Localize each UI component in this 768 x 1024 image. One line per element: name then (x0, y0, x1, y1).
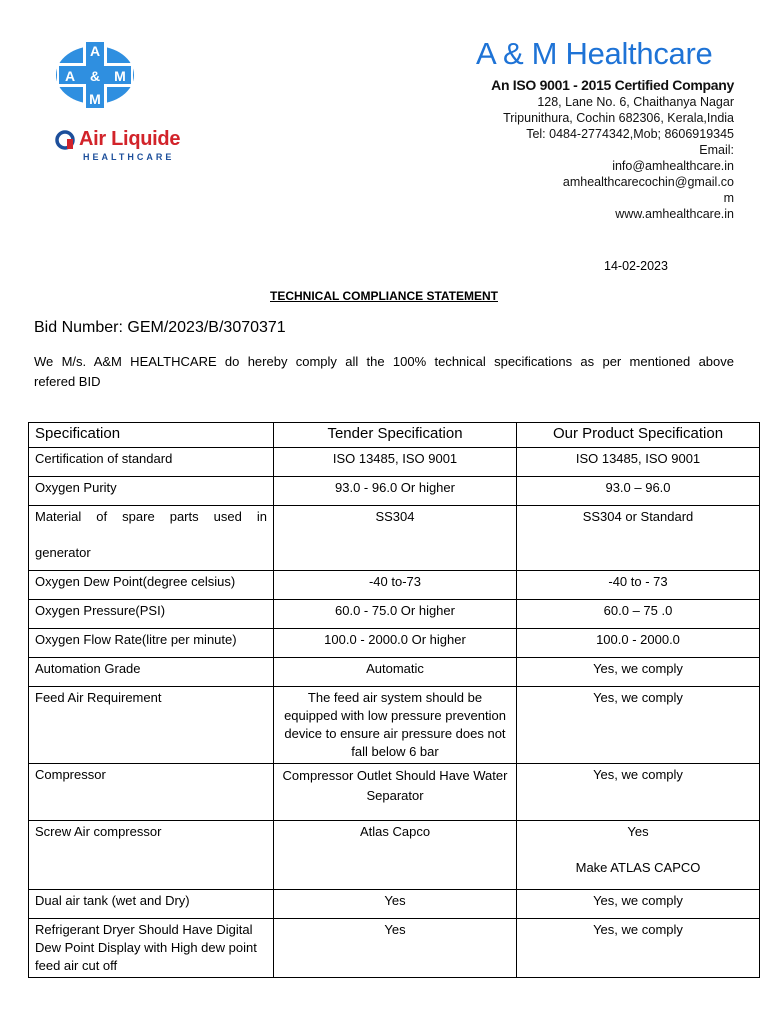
tender-cell: The feed air system should be equipped with low pressure prevention device to ensure air pressure does not fall below 6 bar (274, 687, 517, 764)
spec-cell: Feed Air Requirement (29, 687, 274, 764)
declaration-line-1: We M/s. A&M HEALTHCARE do hereby comply all the 100% technical specifications as per mentioned above (34, 354, 734, 369)
spec-cell: Screw Air compressor (29, 821, 274, 890)
am-logo-letter-left: A (64, 68, 76, 84)
document-title: TECHNICAL COMPLIANCE STATEMENT (270, 289, 498, 303)
spec-cell (29, 506, 274, 571)
am-logo-letter-right: M (114, 68, 126, 84)
ours-cell: 60.0 – 75 .0 (517, 600, 760, 629)
spec-cell: Oxygen Purity (29, 477, 274, 506)
tender-cell: Compressor Outlet Should Have Water Separator (274, 764, 517, 821)
ours-cell: Yes, we comply (517, 890, 760, 919)
ours-cell: ISO 13485, ISO 9001 (517, 448, 760, 477)
ours-cell (517, 821, 760, 890)
header-specification: Specification (29, 423, 274, 448)
spec-cell: Compressor (29, 764, 274, 821)
tender-cell: 93.0 - 96.0 Or higher (274, 477, 517, 506)
tender-cell: -40 to-73 (274, 571, 517, 600)
ours-cell: Yes, we comply (517, 764, 760, 821)
table-row (29, 448, 760, 477)
address-line: 128, Lane No. 6, Chaithanya Nagar (537, 95, 734, 109)
table-row (29, 506, 760, 571)
company-name: A & M Healthcare (476, 36, 713, 71)
bid-number: Bid Number: GEM/2023/B/3070371 (34, 319, 286, 336)
email-label: Email: (699, 143, 734, 157)
table-row (29, 629, 760, 658)
table-header-row (29, 423, 760, 448)
table-row (29, 687, 760, 764)
spec-cell: Oxygen Flow Rate(litre per minute) (29, 629, 274, 658)
tender-cell: SS304 (274, 506, 517, 571)
email-gmail-wrap: m (723, 191, 734, 205)
header-tender-specification: Tender Specification (274, 423, 517, 448)
tender-cell: 100.0 - 2000.0 Or higher (274, 629, 517, 658)
am-logo-letter-bottom: M (89, 91, 101, 107)
table-row (29, 477, 760, 506)
website: www.amhealthcare.in (615, 207, 734, 221)
am-logo-letter-center: & (89, 68, 101, 84)
air-liquide-name: Air Liquide (79, 128, 181, 150)
tender-cell: Yes (274, 890, 517, 919)
iso-certification: An ISO 9001 - 2015 Certified Company (491, 77, 734, 93)
air-liquide-logo (55, 128, 195, 164)
tender-cell: Automatic (274, 658, 517, 687)
ours-cell: Yes, we comply (517, 658, 760, 687)
ours-cell-line: Make ATLAS CAPCO (575, 860, 701, 875)
spec-cell: Oxygen Pressure(PSI) (29, 600, 274, 629)
am-logo (55, 40, 135, 110)
phone-line: Tel: 0484-2774342,Mob; 8606919345 (526, 127, 734, 141)
table-row (29, 764, 760, 821)
ours-cell: Yes, we comply (517, 919, 760, 978)
spec-cell: Certification of standard (29, 448, 274, 477)
spec-cell: Oxygen Dew Point(degree celsius) (29, 571, 274, 600)
table-row (29, 600, 760, 629)
table-row (29, 919, 760, 978)
air-liquide-sub: HEALTHCARE (83, 152, 175, 162)
document-date: 14-02-2023 (604, 259, 668, 273)
compliance-table (28, 422, 760, 978)
address-line: Tripunithura, Cochin 682306, Kerala,India (503, 111, 734, 125)
ours-cell: -40 to - 73 (517, 571, 760, 600)
air-liquide-emblem-icon (55, 130, 75, 150)
am-logo-letter-top: A (89, 43, 101, 59)
tender-cell: Yes (274, 919, 517, 978)
table-row (29, 571, 760, 600)
ours-cell: 93.0 – 96.0 (517, 477, 760, 506)
ours-cell: Yes, we comply (517, 687, 760, 764)
ours-cell: 100.0 - 2000.0 (517, 629, 760, 658)
tender-cell: ISO 13485, ISO 9001 (274, 448, 517, 477)
spec-cell-line: generator (35, 545, 91, 560)
declaration-line-2: refered BID (34, 374, 101, 389)
spec-cell: Refrigerant Dryer Should Have Digital Dew Point Display with High dew point feed air cut off (29, 919, 274, 978)
spec-cell-line: Material of spare parts used in (35, 509, 267, 524)
tender-cell: Atlas Capco (274, 821, 517, 890)
table-row (29, 658, 760, 687)
email-gmail: amhealthcarecochin@gmail.co (562, 175, 734, 189)
spec-cell: Automation Grade (29, 658, 274, 687)
table-row (29, 890, 760, 919)
table-row (29, 821, 760, 890)
header-our-product-specification: Our Product Specification (517, 423, 760, 448)
tender-cell: 60.0 - 75.0 Or higher (274, 600, 517, 629)
email-info: info@amhealthcare.in (612, 159, 734, 173)
ours-cell: SS304 or Standard (517, 506, 760, 571)
spec-cell: Dual air tank (wet and Dry) (29, 890, 274, 919)
ours-cell-line: Yes (627, 824, 649, 839)
declaration (34, 352, 734, 392)
